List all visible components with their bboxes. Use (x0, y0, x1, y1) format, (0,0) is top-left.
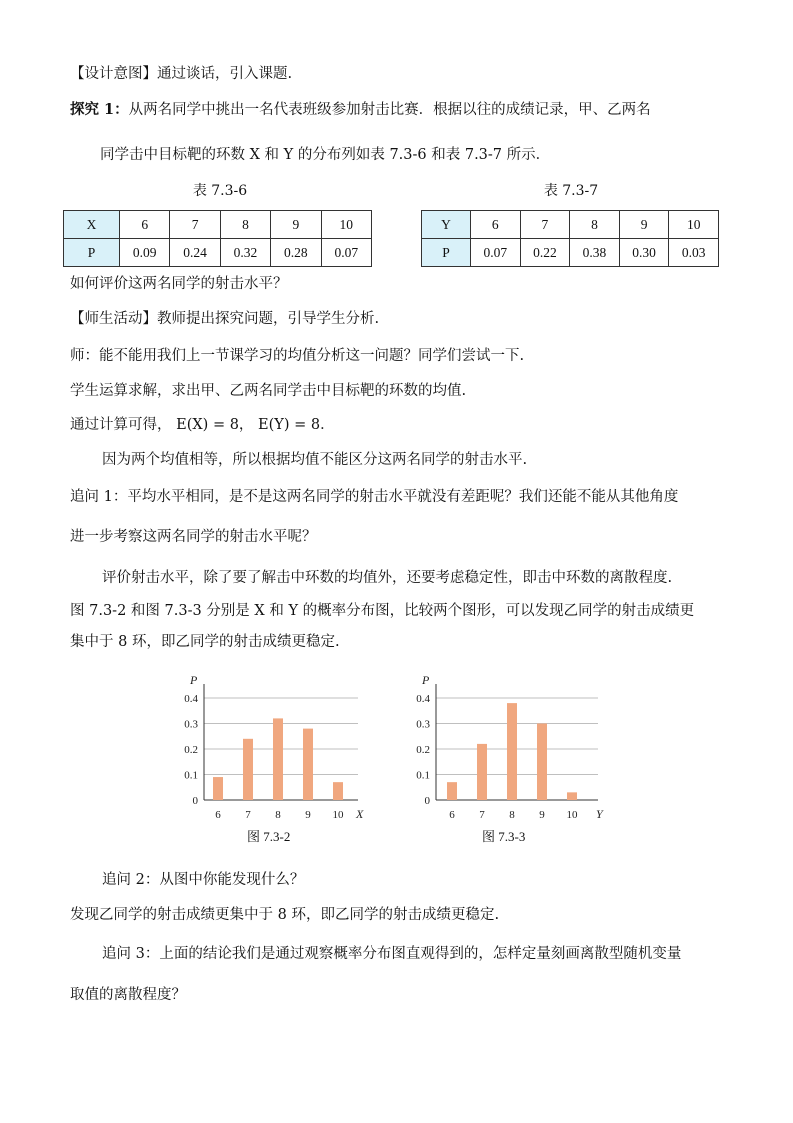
x-tick-label: 8 (509, 809, 515, 820)
explore-1-line-1 (70, 100, 651, 120)
table-1-cell: 10 (321, 211, 371, 239)
x-tick-label: 10 (332, 809, 344, 820)
table-1-cell: 0.24 (170, 239, 220, 267)
table-2-cell: 0.22 (520, 239, 570, 267)
teacher-prompt: 师：能不能用我们上一节课学习的均值分析这一问题？同学们尝试一下. (70, 348, 525, 364)
x-tick-label: 7 (479, 809, 485, 820)
table-2-cell: 6 (471, 211, 521, 239)
design-intent: 【设计意图】通过谈话，引入课题. (70, 66, 293, 82)
bar (447, 782, 457, 800)
y-tick-label: 0.2 (184, 744, 198, 756)
explore-1-label: 探究 1： (70, 101, 129, 118)
table-2-cell: 9 (619, 211, 669, 239)
table-2-row-values (422, 211, 719, 239)
table-1-prob-label: P (64, 239, 120, 267)
table-2-caption: 表 7.3-7 (543, 183, 599, 199)
chart-1-caption: 图 7.3-2 (247, 829, 291, 844)
bar (477, 744, 487, 800)
bar (333, 782, 343, 800)
table-2-cell: 0.38 (570, 239, 620, 267)
x-tick-label: 6 (449, 809, 455, 820)
explore-1-line-2: 同学击中目标靶的环数 X 和 Y 的分布列如表 7.3-6 和表 7.3-7 所示． (100, 147, 551, 163)
bar-chart-x (170, 668, 370, 820)
table-2-cell: 0.30 (619, 239, 669, 267)
follow-3-line-2: 取值的离散程度？ (70, 987, 186, 1003)
x-axis-label: Y (596, 807, 603, 820)
table-1-cell: 7 (170, 211, 220, 239)
x-tick-label: 6 (215, 809, 221, 820)
y-axis-label: P (190, 673, 198, 687)
table-1-cell: 0.09 (120, 239, 170, 267)
table-1-var-cell: X (64, 211, 120, 239)
table-1-cell: 8 (220, 211, 270, 239)
table-2-cell: 10 (669, 211, 719, 239)
y-tick-label: 0 (424, 795, 430, 807)
y-tick-label: 0.2 (416, 744, 430, 756)
table-1-cell: 6 (120, 211, 170, 239)
table-1-cell: 0.32 (220, 239, 270, 267)
x-axis-label: X (356, 807, 364, 820)
table-2-cell: 8 (570, 211, 620, 239)
table-2-prob-label: P (422, 239, 471, 267)
table-2-cell: 0.07 (471, 239, 521, 267)
bar (273, 718, 283, 800)
y-tick-label: 0.3 (184, 718, 198, 731)
table-1-cell: 0.07 (321, 239, 371, 267)
table-1 (63, 210, 372, 267)
table-1-row-values (64, 211, 372, 239)
y-tick-label: 0.4 (416, 693, 430, 705)
bar (243, 739, 253, 800)
table-2-var-cell: Y (422, 211, 471, 239)
calc-result: 通过计算可得， E(X) = 8， E(Y) = 8． (70, 417, 335, 433)
follow-3-line-1: 追问 3：上面的结论我们是通过观察概率分布图直观得到的，怎样定量刻画离散型随机变量 (102, 946, 682, 962)
eval-line-1: 评价射击水平，除了要了解击中环数的均值外，还要考虑稳定性，即击中环数的离散程度. (102, 570, 673, 586)
table-1-cell: 9 (271, 211, 321, 239)
table-1-cell: 0.28 (271, 239, 321, 267)
y-tick-label: 0.1 (184, 769, 198, 782)
eval-line-2: 图 7.3-2 和图 7.3-3 分别是 X 和 Y 的概率分布图，比较两个图形，可以发现乙同学的射击成绩更 (70, 603, 695, 619)
bar-chart-y (408, 676, 608, 820)
because: 因为两个均值相等，所以根据均值不能区分这两名同学的射击水平. (102, 452, 528, 468)
y-tick-label: 0.1 (416, 769, 430, 782)
follow-1-line-2: 进一步考察这两名同学的射击水平呢？ (70, 529, 317, 545)
follow-1-line-1: 追问 1：平均水平相同，是不是这两名同学的射击水平就没有差距呢？我们还能不能从其他角度 (70, 489, 679, 505)
table-1-row-probs (64, 239, 372, 267)
activity: 【师生活动】教师提出探究问题，引导学生分析. (70, 311, 380, 327)
bar (213, 777, 223, 800)
y-tick-label: 0 (192, 795, 198, 807)
eval-line-3: 集中于 8 环，即乙同学的射击成绩更稳定. (70, 634, 340, 650)
table-2-cell: 0.03 (669, 239, 719, 267)
x-tick-label: 7 (245, 809, 251, 820)
y-axis-label: P (422, 676, 430, 687)
bar (507, 703, 517, 800)
bar (567, 792, 577, 800)
x-tick-label: 8 (275, 809, 281, 820)
chart-2-caption: 图 7.3-3 (482, 829, 526, 844)
question: 如何评价这两名同学的射击水平？ (70, 276, 288, 292)
x-tick-label: 10 (566, 809, 578, 820)
y-tick-label: 0.4 (184, 693, 198, 705)
y-tick-label: 0.3 (416, 718, 430, 731)
follow-2: 追问 2：从图中你能发现什么？ (102, 872, 305, 888)
x-tick-label: 9 (539, 809, 545, 820)
table-2-row-probs (422, 239, 719, 267)
x-tick-label: 9 (305, 809, 311, 820)
explore-1-text: 从两名同学中挑出一名代表班级参加射击比赛．根据以往的成绩记录，甲、乙两名 (128, 102, 651, 118)
students-work: 学生运算求解，求出甲、乙两名同学击中目标靶的环数的均值. (70, 383, 467, 399)
table-1-caption: 表 7.3-6 (192, 183, 248, 199)
table-2 (421, 210, 719, 267)
table-2-cell: 7 (520, 211, 570, 239)
finding: 发现乙同学的射击成绩更集中于 8 环，即乙同学的射击成绩更稳定. (70, 907, 500, 923)
bar (303, 729, 313, 800)
bar (537, 724, 547, 801)
